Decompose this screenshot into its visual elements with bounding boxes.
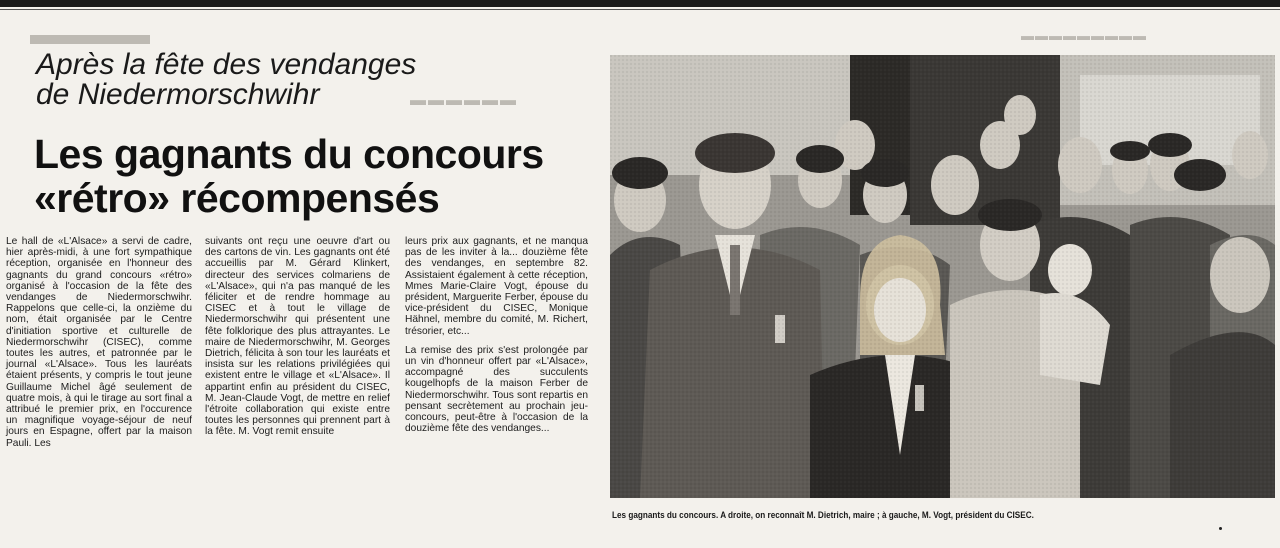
caption-text: Les gagnants du concours. A droite, on reconnaît M. Dietrich, maire ; à gauche, M. Vogt, président du CISEC. bbox=[612, 510, 1034, 521]
kicker-line: Après la fête des vendanges bbox=[36, 48, 417, 81]
article-column-3 bbox=[405, 236, 588, 442]
body-paragraph: La remise des prix s'est prolongée par un vin d'honneur offert par «L'Alsace», accompagné des succulents kougelhopfs de la maison Ferber de Niedermorschwihr. Tous sont repartis en pensant secrètement au prochain jeu-concours, peut-être à l'occasion de la douzième fête des vendanges... bbox=[405, 344, 588, 435]
bleed-through-ad: ▬▬▬▬ bbox=[30, 18, 150, 51]
kicker-line: de Niedermorschwihr bbox=[36, 78, 320, 111]
headline-line: Les gagnants du concours bbox=[34, 131, 544, 177]
article-column-1 bbox=[6, 236, 192, 457]
body-paragraph: leurs prix aux gagnants, et ne manqua pas de les inviter à la... douzième fête des vendanges, en septembre 82. Assistaient également à cette réception, Mmes Marie-Claire Vogt, épouse du président, Marguerite Ferber, épouse du vice-président du CISEC, Monique Hähnel, membre du comité, M. Richert, trésorier, etc... bbox=[405, 236, 588, 337]
bleed-through-ad: ▬▬▬▬▬▬ bbox=[410, 92, 518, 109]
top-rule bbox=[0, 0, 1280, 7]
group-photo-illustration bbox=[610, 55, 1275, 498]
headline-line: «rétro» récompensés bbox=[34, 175, 440, 221]
article-headline bbox=[34, 132, 614, 220]
article-kicker bbox=[36, 50, 596, 110]
body-paragraph: suivants ont reçu une oeuvre d'art ou des cartons de vin. Les gagnants ont été accueillis par M. Gérard Klinkert, directeur des services colmariens de «L'Alsace», qui n'a pas manqué de les féliciter et de rendre hommage au CISEC et à tout le village de Niedermorschwihr qui présentent une fête folklorique des plus attrayantes. Le maire de Niedermorschwihr, M. Georges Dietrich, félicita à son tour les lauréats et insista sur les relations privilégiées qui existent entre le village et «L'Alsace». Il appartint enfin au président du CISEC, M. Jean-Claude Vogt, de mettre en relief l'étroite collaboration qui existe entre toutes les personnes qui prennent part à la fête. M. Vogt remit ensuite bbox=[205, 236, 390, 438]
bleed-through-ad: ▬▬▬▬▬▬▬▬▬ bbox=[1020, 28, 1146, 43]
print-speck bbox=[1219, 527, 1222, 530]
body-paragraph: Le hall de «L'Alsace» a servi de cadre, hier après-midi, à une fort sympathique réception, organisée en l'honneur des gagnants du grand concours «rétro» organisé à l'occasion de la fête des vendanges de Niedermorschwihr. Rappelons que celle-ci, la onzième du nom, était organisée par le Centre d'initiation sportive et culturelle de Niedermorschwihr (CISEC), comme toutes les autres, et patronnée par le journal «L'Alsace». Tous les lauréats étaient présents, y compris le tout jeune Guillaume Michel âgé seulement de quatre mois, à qui le tirage au sort final a attribué le premier prix, en l'occurence un magnifique voyage-séjour de neuf jours en Espagne, offert par la maison Pauli. Les bbox=[6, 236, 192, 449]
article-column-2 bbox=[205, 236, 390, 446]
photo-caption bbox=[612, 510, 1272, 521]
top-rule-thin bbox=[0, 9, 1280, 10]
group-photo bbox=[610, 55, 1275, 498]
